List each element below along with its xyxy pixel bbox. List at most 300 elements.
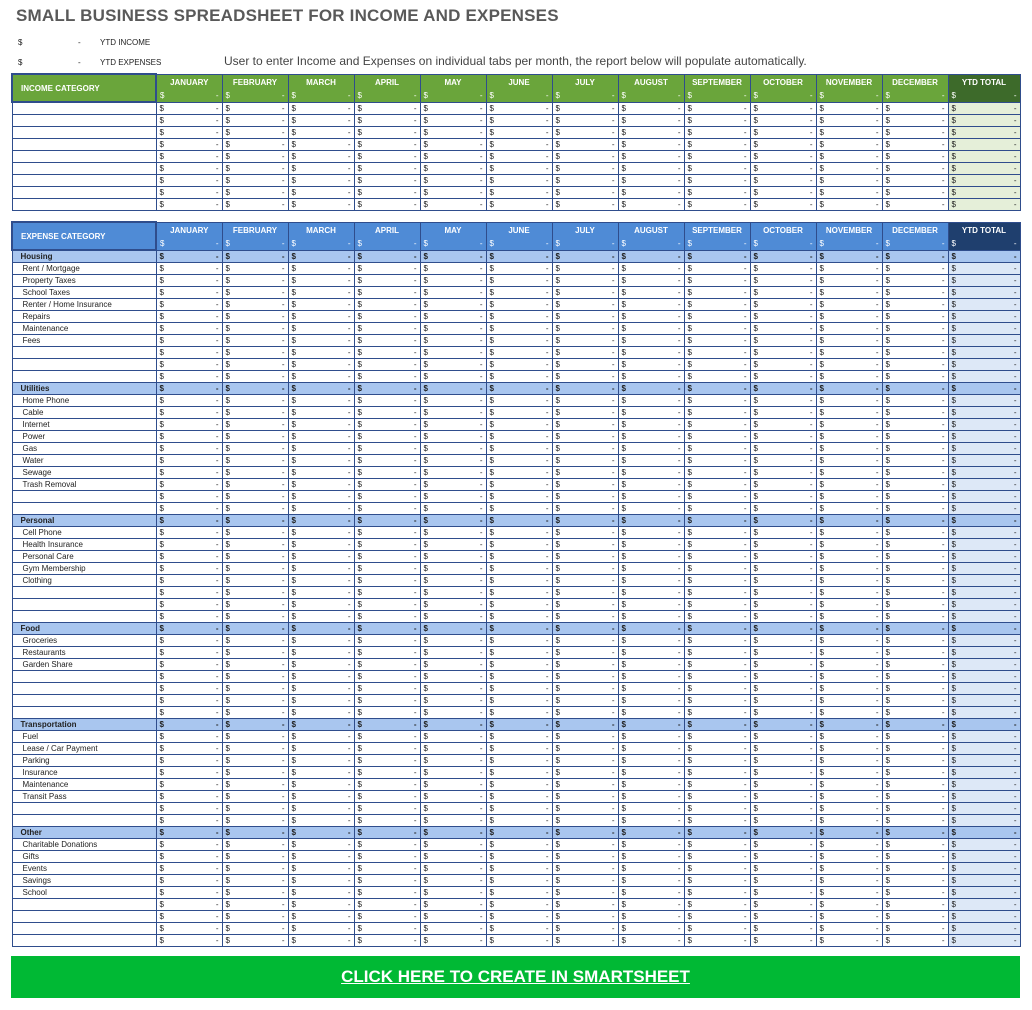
row-label[interactable] <box>12 671 156 683</box>
month-cell[interactable] <box>882 102 948 114</box>
month-cell[interactable] <box>684 323 750 335</box>
ytd-total-cell[interactable] <box>948 371 1020 383</box>
month-cell[interactable] <box>354 731 420 743</box>
month-cell[interactable] <box>684 419 750 431</box>
month-cell[interactable] <box>552 647 618 659</box>
month-cell[interactable] <box>882 575 948 587</box>
month-cell[interactable] <box>288 719 354 731</box>
month-cell[interactable] <box>750 383 816 395</box>
ytd-total-cell[interactable] <box>948 827 1020 839</box>
month-cell[interactable] <box>684 198 750 210</box>
month-cell[interactable] <box>288 683 354 695</box>
month-cell[interactable] <box>684 923 750 935</box>
month-cell[interactable] <box>420 611 486 623</box>
month-cell[interactable] <box>882 263 948 275</box>
month-cell[interactable] <box>750 599 816 611</box>
month-cell[interactable] <box>882 623 948 635</box>
month-cell[interactable] <box>420 263 486 275</box>
month-cell[interactable] <box>552 126 618 138</box>
month-cell[interactable] <box>486 250 552 263</box>
month-cell[interactable] <box>420 659 486 671</box>
month-cell[interactable] <box>750 174 816 186</box>
row-label[interactable]: Renter / Home Insurance <box>12 299 156 311</box>
month-cell[interactable] <box>882 815 948 827</box>
month-cell[interactable] <box>750 126 816 138</box>
month-cell[interactable] <box>354 659 420 671</box>
month-cell[interactable] <box>420 935 486 947</box>
month-cell[interactable] <box>750 695 816 707</box>
month-cell[interactable] <box>222 623 288 635</box>
month-cell[interactable] <box>750 719 816 731</box>
month-cell[interactable] <box>816 851 882 863</box>
month-cell[interactable] <box>882 827 948 839</box>
month-cell[interactable] <box>156 731 222 743</box>
month-cell[interactable] <box>486 419 552 431</box>
row-label[interactable]: Cell Phone <box>12 527 156 539</box>
month-cell[interactable] <box>684 887 750 899</box>
month-cell[interactable] <box>420 527 486 539</box>
month-cell[interactable] <box>354 431 420 443</box>
month-cell[interactable] <box>750 563 816 575</box>
month-cell[interactable] <box>750 863 816 875</box>
month-cell[interactable] <box>618 599 684 611</box>
month-cell[interactable] <box>420 755 486 767</box>
month-cell[interactable] <box>552 359 618 371</box>
month-cell[interactable] <box>354 263 420 275</box>
month-cell[interactable] <box>816 887 882 899</box>
month-cell[interactable] <box>156 407 222 419</box>
ytd-total-cell[interactable] <box>948 335 1020 347</box>
month-cell[interactable] <box>486 683 552 695</box>
month-cell[interactable] <box>222 491 288 503</box>
month-cell[interactable] <box>882 563 948 575</box>
month-cell[interactable] <box>486 186 552 198</box>
month-cell[interactable] <box>750 102 816 114</box>
row-label[interactable]: Insurance <box>12 767 156 779</box>
month-cell[interactable] <box>156 803 222 815</box>
month-cell[interactable] <box>882 323 948 335</box>
month-cell[interactable] <box>882 407 948 419</box>
month-cell[interactable] <box>552 611 618 623</box>
month-cell[interactable] <box>222 707 288 719</box>
month-cell[interactable] <box>486 587 552 599</box>
month-cell[interactable] <box>156 198 222 210</box>
month-cell[interactable] <box>420 719 486 731</box>
month-cell[interactable] <box>750 803 816 815</box>
month-cell[interactable] <box>156 347 222 359</box>
month-cell[interactable] <box>420 371 486 383</box>
month-cell[interactable] <box>552 395 618 407</box>
month-cell[interactable] <box>354 551 420 563</box>
month-cell[interactable] <box>222 863 288 875</box>
month-cell[interactable] <box>684 359 750 371</box>
month-cell[interactable] <box>420 431 486 443</box>
month-cell[interactable] <box>684 851 750 863</box>
month-cell[interactable] <box>618 443 684 455</box>
month-cell[interactable] <box>486 695 552 707</box>
month-cell[interactable] <box>420 174 486 186</box>
month-cell[interactable] <box>882 347 948 359</box>
month-cell[interactable] <box>354 371 420 383</box>
month-cell[interactable] <box>156 611 222 623</box>
month-cell[interactable] <box>354 114 420 126</box>
month-cell[interactable] <box>486 791 552 803</box>
month-cell[interactable] <box>354 479 420 491</box>
month-cell[interactable] <box>288 371 354 383</box>
month-cell[interactable] <box>156 138 222 150</box>
month-cell[interactable] <box>882 431 948 443</box>
month-cell[interactable] <box>750 587 816 599</box>
row-label[interactable]: Parking <box>12 755 156 767</box>
month-cell[interactable] <box>684 803 750 815</box>
month-cell[interactable] <box>618 611 684 623</box>
month-cell[interactable] <box>222 839 288 851</box>
month-cell[interactable] <box>618 102 684 114</box>
month-cell[interactable] <box>156 587 222 599</box>
month-cell[interactable] <box>882 731 948 743</box>
month-cell[interactable] <box>486 299 552 311</box>
month-cell[interactable] <box>288 174 354 186</box>
month-cell[interactable] <box>288 162 354 174</box>
month-cell[interactable] <box>618 431 684 443</box>
month-cell[interactable] <box>420 186 486 198</box>
month-cell[interactable] <box>816 347 882 359</box>
month-cell[interactable] <box>750 395 816 407</box>
month-cell[interactable] <box>420 198 486 210</box>
month-cell[interactable] <box>750 263 816 275</box>
month-cell[interactable] <box>156 935 222 947</box>
month-cell[interactable] <box>684 563 750 575</box>
month-cell[interactable] <box>288 695 354 707</box>
month-cell[interactable] <box>552 851 618 863</box>
month-cell[interactable] <box>222 575 288 587</box>
month-cell[interactable] <box>684 863 750 875</box>
ytd-total-cell[interactable] <box>948 671 1020 683</box>
row-label[interactable]: School <box>12 887 156 899</box>
month-cell[interactable] <box>354 719 420 731</box>
ytd-total-cell[interactable] <box>948 707 1020 719</box>
ytd-total-cell[interactable] <box>948 863 1020 875</box>
month-cell[interactable] <box>222 587 288 599</box>
month-cell[interactable] <box>750 431 816 443</box>
month-cell[interactable] <box>420 911 486 923</box>
ytd-total-cell[interactable] <box>948 755 1020 767</box>
row-label[interactable]: Power <box>12 431 156 443</box>
month-cell[interactable] <box>750 114 816 126</box>
row-label[interactable] <box>12 198 156 210</box>
month-cell[interactable] <box>486 731 552 743</box>
month-cell[interactable] <box>222 503 288 515</box>
month-cell[interactable] <box>288 419 354 431</box>
row-label[interactable] <box>12 935 156 947</box>
month-cell[interactable] <box>222 899 288 911</box>
month-cell[interactable] <box>156 887 222 899</box>
month-cell[interactable] <box>552 467 618 479</box>
month-cell[interactable] <box>618 491 684 503</box>
month-cell[interactable] <box>816 102 882 114</box>
row-label[interactable]: Internet <box>12 419 156 431</box>
month-cell[interactable] <box>156 467 222 479</box>
month-cell[interactable] <box>486 114 552 126</box>
month-cell[interactable] <box>684 707 750 719</box>
month-cell[interactable] <box>222 851 288 863</box>
month-cell[interactable] <box>156 383 222 395</box>
month-cell[interactable] <box>750 755 816 767</box>
month-cell[interactable] <box>420 599 486 611</box>
ytd-total-cell[interactable] <box>948 635 1020 647</box>
month-cell[interactable] <box>618 335 684 347</box>
month-cell[interactable] <box>750 150 816 162</box>
month-cell[interactable] <box>684 587 750 599</box>
month-cell[interactable] <box>750 359 816 371</box>
month-cell[interactable] <box>222 162 288 174</box>
month-cell[interactable] <box>816 935 882 947</box>
month-cell[interactable] <box>420 311 486 323</box>
month-cell[interactable] <box>552 383 618 395</box>
row-label[interactable] <box>12 359 156 371</box>
month-cell[interactable] <box>552 455 618 467</box>
month-cell[interactable] <box>750 851 816 863</box>
row-label[interactable] <box>12 911 156 923</box>
month-cell[interactable] <box>618 899 684 911</box>
month-cell[interactable] <box>618 527 684 539</box>
ytd-total-cell[interactable] <box>948 359 1020 371</box>
month-cell[interactable] <box>486 755 552 767</box>
month-cell[interactable] <box>222 935 288 947</box>
month-cell[interactable] <box>222 299 288 311</box>
month-cell[interactable] <box>288 611 354 623</box>
month-cell[interactable] <box>222 923 288 935</box>
month-cell[interactable] <box>618 114 684 126</box>
month-cell[interactable] <box>288 539 354 551</box>
month-cell[interactable] <box>420 563 486 575</box>
month-cell[interactable] <box>156 174 222 186</box>
row-label[interactable] <box>12 611 156 623</box>
row-label[interactable] <box>12 683 156 695</box>
cta-banner[interactable] <box>11 956 1020 998</box>
month-cell[interactable] <box>882 755 948 767</box>
month-cell[interactable] <box>420 887 486 899</box>
month-cell[interactable] <box>816 311 882 323</box>
ytd-total-cell[interactable] <box>948 923 1020 935</box>
month-cell[interactable] <box>552 503 618 515</box>
month-cell[interactable] <box>618 383 684 395</box>
month-cell[interactable] <box>618 138 684 150</box>
month-cell[interactable] <box>816 126 882 138</box>
month-cell[interactable] <box>354 138 420 150</box>
row-label[interactable] <box>12 707 156 719</box>
month-cell[interactable] <box>882 695 948 707</box>
row-label[interactable] <box>12 899 156 911</box>
month-cell[interactable] <box>684 263 750 275</box>
month-cell[interactable] <box>288 863 354 875</box>
row-label[interactable]: Fuel <box>12 731 156 743</box>
month-cell[interactable] <box>420 150 486 162</box>
month-cell[interactable] <box>750 743 816 755</box>
month-cell[interactable] <box>618 186 684 198</box>
category-label[interactable]: Personal <box>12 515 156 527</box>
month-cell[interactable] <box>750 455 816 467</box>
month-cell[interactable] <box>288 743 354 755</box>
month-cell[interactable] <box>486 455 552 467</box>
month-cell[interactable] <box>618 863 684 875</box>
month-cell[interactable] <box>684 395 750 407</box>
row-label[interactable] <box>12 174 156 186</box>
month-cell[interactable] <box>156 250 222 263</box>
month-cell[interactable] <box>816 250 882 263</box>
month-cell[interactable] <box>222 383 288 395</box>
month-cell[interactable] <box>420 299 486 311</box>
month-cell[interactable] <box>816 839 882 851</box>
month-cell[interactable] <box>552 815 618 827</box>
month-cell[interactable] <box>552 791 618 803</box>
month-cell[interactable] <box>420 731 486 743</box>
row-label[interactable]: Lease / Car Payment <box>12 743 156 755</box>
row-label[interactable] <box>12 371 156 383</box>
month-cell[interactable] <box>288 479 354 491</box>
month-cell[interactable] <box>552 419 618 431</box>
month-cell[interactable] <box>684 275 750 287</box>
month-cell[interactable] <box>420 587 486 599</box>
month-cell[interactable] <box>750 935 816 947</box>
month-cell[interactable] <box>222 671 288 683</box>
month-cell[interactable] <box>288 395 354 407</box>
month-cell[interactable] <box>420 162 486 174</box>
month-cell[interactable] <box>486 659 552 671</box>
month-cell[interactable] <box>816 803 882 815</box>
month-cell[interactable] <box>288 186 354 198</box>
month-cell[interactable] <box>882 803 948 815</box>
row-label[interactable]: Rent / Mortgage <box>12 263 156 275</box>
month-cell[interactable] <box>420 347 486 359</box>
month-cell[interactable] <box>816 395 882 407</box>
month-cell[interactable] <box>552 287 618 299</box>
month-cell[interactable] <box>222 791 288 803</box>
month-cell[interactable] <box>156 707 222 719</box>
month-cell[interactable] <box>288 126 354 138</box>
cta-link[interactable]: CLICK HERE TO CREATE IN SMARTSHEET <box>341 967 690 986</box>
month-cell[interactable] <box>618 707 684 719</box>
month-cell[interactable] <box>684 671 750 683</box>
month-cell[interactable] <box>816 755 882 767</box>
month-cell[interactable] <box>552 743 618 755</box>
month-cell[interactable] <box>354 863 420 875</box>
month-cell[interactable] <box>816 323 882 335</box>
ytd-total-cell[interactable] <box>948 623 1020 635</box>
month-cell[interactable] <box>222 275 288 287</box>
month-cell[interactable] <box>420 851 486 863</box>
month-cell[interactable] <box>420 839 486 851</box>
month-cell[interactable] <box>288 527 354 539</box>
month-cell[interactable] <box>222 323 288 335</box>
month-cell[interactable] <box>882 683 948 695</box>
month-cell[interactable] <box>156 371 222 383</box>
month-cell[interactable] <box>882 635 948 647</box>
month-cell[interactable] <box>618 311 684 323</box>
month-cell[interactable] <box>816 186 882 198</box>
month-cell[interactable] <box>882 659 948 671</box>
month-cell[interactable] <box>816 827 882 839</box>
month-cell[interactable] <box>816 731 882 743</box>
month-cell[interactable] <box>618 275 684 287</box>
month-cell[interactable] <box>420 635 486 647</box>
month-cell[interactable] <box>882 935 948 947</box>
month-cell[interactable] <box>288 323 354 335</box>
month-cell[interactable] <box>222 174 288 186</box>
month-cell[interactable] <box>486 671 552 683</box>
month-cell[interactable] <box>750 779 816 791</box>
month-cell[interactable] <box>486 138 552 150</box>
month-cell[interactable] <box>420 503 486 515</box>
month-cell[interactable] <box>288 150 354 162</box>
month-cell[interactable] <box>618 623 684 635</box>
category-label[interactable]: Utilities <box>12 383 156 395</box>
month-cell[interactable] <box>684 126 750 138</box>
month-cell[interactable] <box>420 767 486 779</box>
month-cell[interactable] <box>420 647 486 659</box>
month-cell[interactable] <box>552 671 618 683</box>
month-cell[interactable] <box>816 683 882 695</box>
month-cell[interactable] <box>288 935 354 947</box>
month-cell[interactable] <box>288 899 354 911</box>
month-cell[interactable] <box>882 126 948 138</box>
month-cell[interactable] <box>750 138 816 150</box>
month-cell[interactable] <box>684 479 750 491</box>
month-cell[interactable] <box>354 839 420 851</box>
month-cell[interactable] <box>486 150 552 162</box>
month-cell[interactable] <box>156 323 222 335</box>
month-cell[interactable] <box>156 683 222 695</box>
month-cell[interactable] <box>288 467 354 479</box>
month-cell[interactable] <box>552 138 618 150</box>
month-cell[interactable] <box>156 275 222 287</box>
month-cell[interactable] <box>552 587 618 599</box>
month-cell[interactable] <box>222 443 288 455</box>
month-cell[interactable] <box>618 419 684 431</box>
month-cell[interactable] <box>750 515 816 527</box>
month-cell[interactable] <box>354 275 420 287</box>
month-cell[interactable] <box>684 623 750 635</box>
ytd-total-cell[interactable] <box>948 587 1020 599</box>
month-cell[interactable] <box>882 887 948 899</box>
month-cell[interactable] <box>354 467 420 479</box>
month-cell[interactable] <box>816 575 882 587</box>
month-cell[interactable] <box>486 335 552 347</box>
month-cell[interactable] <box>684 162 750 174</box>
month-cell[interactable] <box>816 659 882 671</box>
month-cell[interactable] <box>288 635 354 647</box>
month-cell[interactable] <box>552 443 618 455</box>
month-cell[interactable] <box>486 311 552 323</box>
month-cell[interactable] <box>354 383 420 395</box>
row-label[interactable] <box>12 150 156 162</box>
month-cell[interactable] <box>222 887 288 899</box>
month-cell[interactable] <box>684 911 750 923</box>
month-cell[interactable] <box>684 443 750 455</box>
month-cell[interactable] <box>354 827 420 839</box>
month-cell[interactable] <box>750 839 816 851</box>
month-cell[interactable] <box>222 138 288 150</box>
month-cell[interactable] <box>288 383 354 395</box>
row-label[interactable]: Restaurants <box>12 647 156 659</box>
month-cell[interactable] <box>420 479 486 491</box>
month-cell[interactable] <box>222 659 288 671</box>
month-cell[interactable] <box>816 455 882 467</box>
month-cell[interactable] <box>882 419 948 431</box>
month-cell[interactable] <box>156 671 222 683</box>
month-cell[interactable] <box>552 539 618 551</box>
month-cell[interactable] <box>552 875 618 887</box>
